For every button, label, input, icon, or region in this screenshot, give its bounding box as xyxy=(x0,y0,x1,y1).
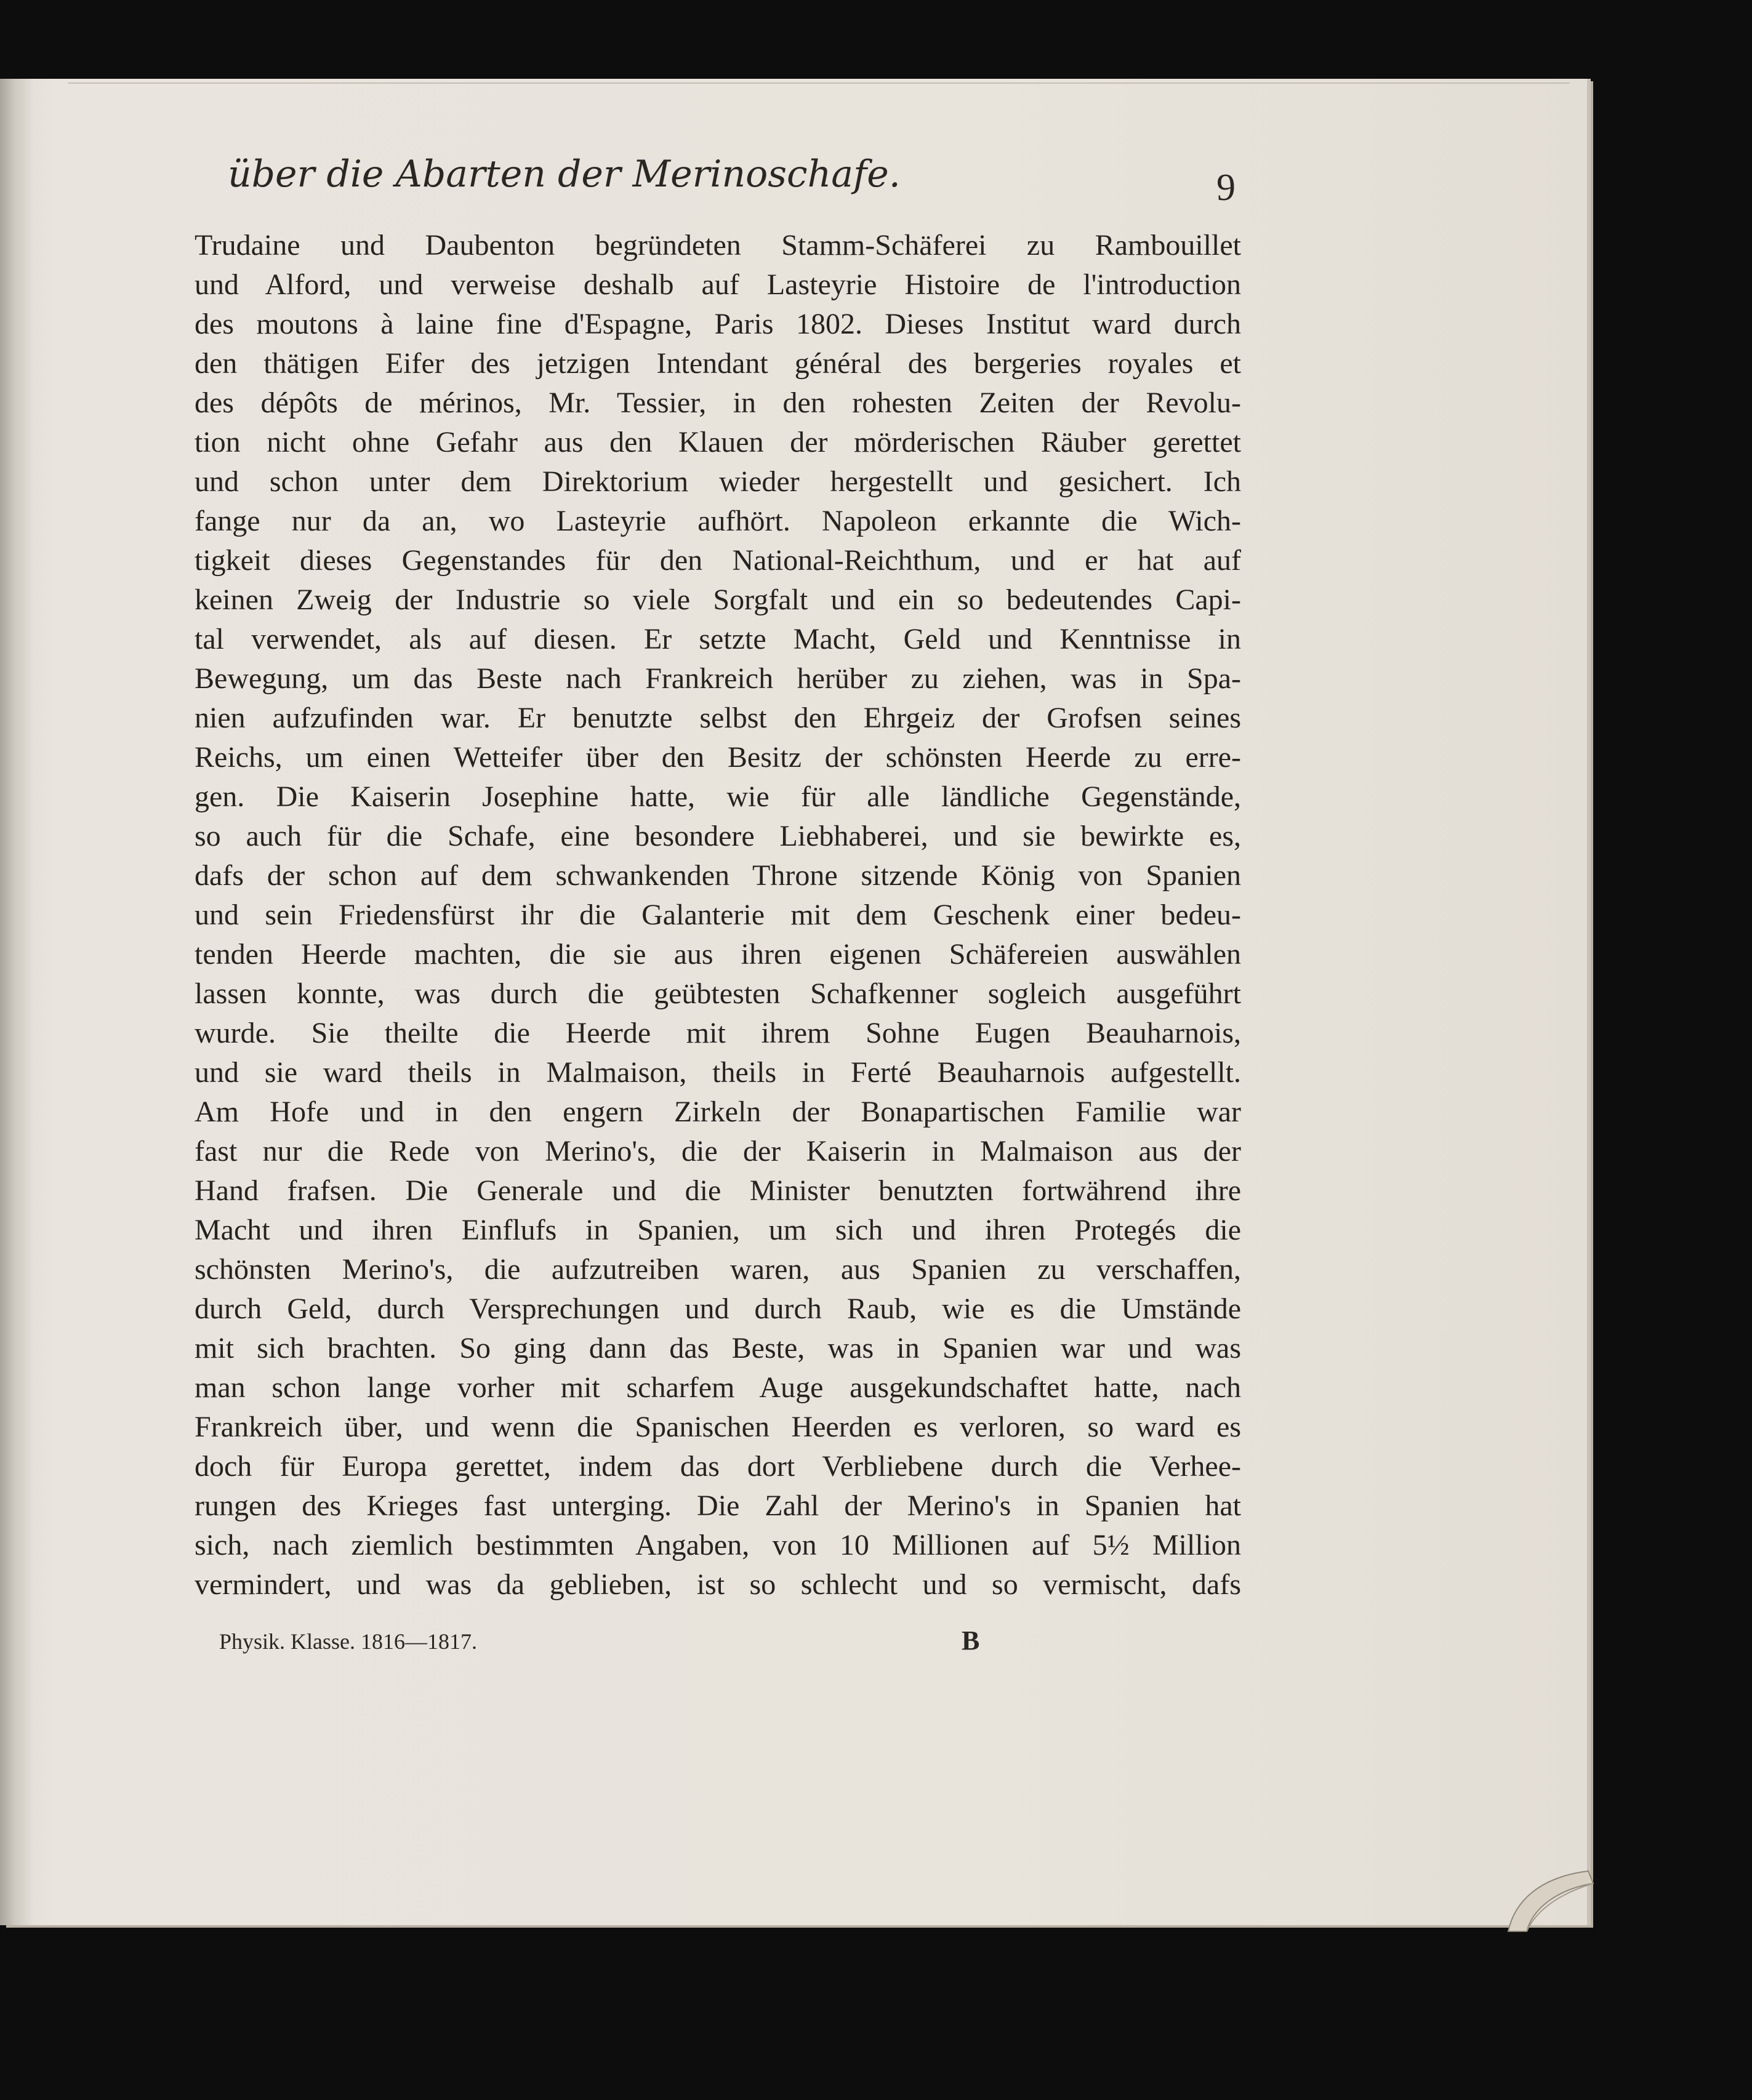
text-line: so auch für die Schafe, eine besondere Liebhaberei, und sie bewirkte es, xyxy=(195,820,1241,852)
text-line: doch für Europa gerettet, indem das dort Verbliebene durch die Verhee- xyxy=(195,1450,1241,1483)
text-line: gen. Die Kaiserin Josephine hatte, wie für alle ländliche Gegenstände, xyxy=(195,780,1241,813)
text-line: und sein Friedensfürst ihr die Galanterie mit dem Geschenk einer bedeu- xyxy=(195,899,1241,931)
text-line: und schon unter dem Direktorium wieder hergestellt und gesichert. Ich xyxy=(195,465,1241,498)
text-line: des dépôts de mérinos, Mr. Tessier, in den rohesten Zeiten der Revolu- xyxy=(195,387,1241,419)
sheet-signature-mark: B xyxy=(962,1625,980,1656)
text-line: des moutons à laine fine d'Espagne, Paris 1802. Dieses Institut ward durch xyxy=(195,308,1241,340)
text-line: nien aufzufinden war. Er benutzte selbst den Ehrgeiz der Grofsen seines xyxy=(195,702,1241,734)
text-line: durch Geld, durch Versprechungen und durch Raub, wie es die Umstände xyxy=(195,1292,1241,1325)
text-line: sich, nach ziemlich bestimmten Angaben, von 10 Millionen auf 5½ Million xyxy=(195,1529,1241,1561)
text-line: fange nur da an, wo Lasteyrie aufhört. Napoleon erkannte die Wich- xyxy=(195,505,1241,537)
text-line: tal verwendet, als auf diesen. Er setzte Macht, Geld und Kenntnisse in xyxy=(195,623,1241,655)
text-line: keinen Zweig der Industrie so viele Sorgfalt und ein so bedeutendes Capi- xyxy=(195,583,1241,616)
text-line: schönsten Merino's, die aufzutreiben waren, aus Spanien zu verschaffen, xyxy=(195,1253,1241,1286)
text-line: tenden Heerde machten, die sie aus ihren eigenen Schäfereien auswählen xyxy=(195,938,1241,971)
text-line: Reichs, um einen Wetteifer über den Besitz der schönsten Heerde zu erre- xyxy=(195,741,1241,774)
page-number: 9 xyxy=(1216,167,1236,209)
text-line: den thätigen Eifer des jetzigen Intendant général des bergeries royales et xyxy=(195,347,1241,380)
text-line: wurde. Sie theilte die Heerde mit ihrem Sohne Eugen Beauharnois, xyxy=(195,1017,1241,1049)
text-line: tigkeit dieses Gegenstandes für den National-Reichthum, und er hat auf xyxy=(195,544,1241,577)
text-line: man schon lange vorher mit scharfem Auge ausgekundschaftet hatte, nach xyxy=(195,1371,1241,1404)
page-corner-curl-icon xyxy=(1502,1859,1594,1933)
text-line: dafs der schon auf dem schwankenden Throne sitzende König von Spanien xyxy=(195,859,1241,892)
text-line: tion nicht ohne Gefahr aus den Klauen der mörderischen Räuber gerettet xyxy=(195,426,1241,459)
text-line: Am Hofe und in den engern Zirkeln der Bonapartischen Familie war xyxy=(195,1096,1241,1128)
text-line: vermindert, und was da geblieben, ist so schlecht und so vermischt, dafs xyxy=(195,1568,1241,1601)
text-line: lassen konnte, was durch die geübtesten Schafkenner sogleich ausgeführt xyxy=(195,977,1241,1010)
text-line: fast nur die Rede von Merino's, die der Kaiserin in Malmaison aus der xyxy=(195,1135,1241,1168)
text-line: Macht und ihren Einflufs in Spanien, um sich und ihren Protegés die xyxy=(195,1214,1241,1246)
text-line: und Alford, und verweise deshalb auf Lasteyrie Histoire de l'introduction xyxy=(195,268,1241,301)
text-line: Frankreich über, und wenn die Spanischen Heerden es verloren, so ward es xyxy=(195,1411,1241,1443)
running-title: über die Abarten der Merinoschafe. xyxy=(228,153,901,196)
text-line: Bewegung, um das Beste nach Frankreich herüber zu ziehen, was in Spa- xyxy=(195,662,1241,695)
footer-signature: Physik. Klasse. 1816—1817. xyxy=(219,1629,478,1654)
text-line: rungen des Krieges fast unterging. Die Zahl der Merino's in Spanien hat xyxy=(195,1489,1241,1522)
text-line: und sie ward theils in Malmaison, theils in Ferté Beauharnois aufgestellt. xyxy=(195,1056,1241,1089)
text-line: Trudaine und Daubenton begründeten Stamm-Schäferei zu Rambouillet xyxy=(195,229,1241,262)
text-line: Hand frafsen. Die Generale und die Minister benutzten fortwährend ihre xyxy=(195,1174,1241,1207)
body-text xyxy=(195,226,1241,1605)
text-line: mit sich brachten. So ging dann das Beste, was in Spanien war und was xyxy=(195,1332,1241,1365)
